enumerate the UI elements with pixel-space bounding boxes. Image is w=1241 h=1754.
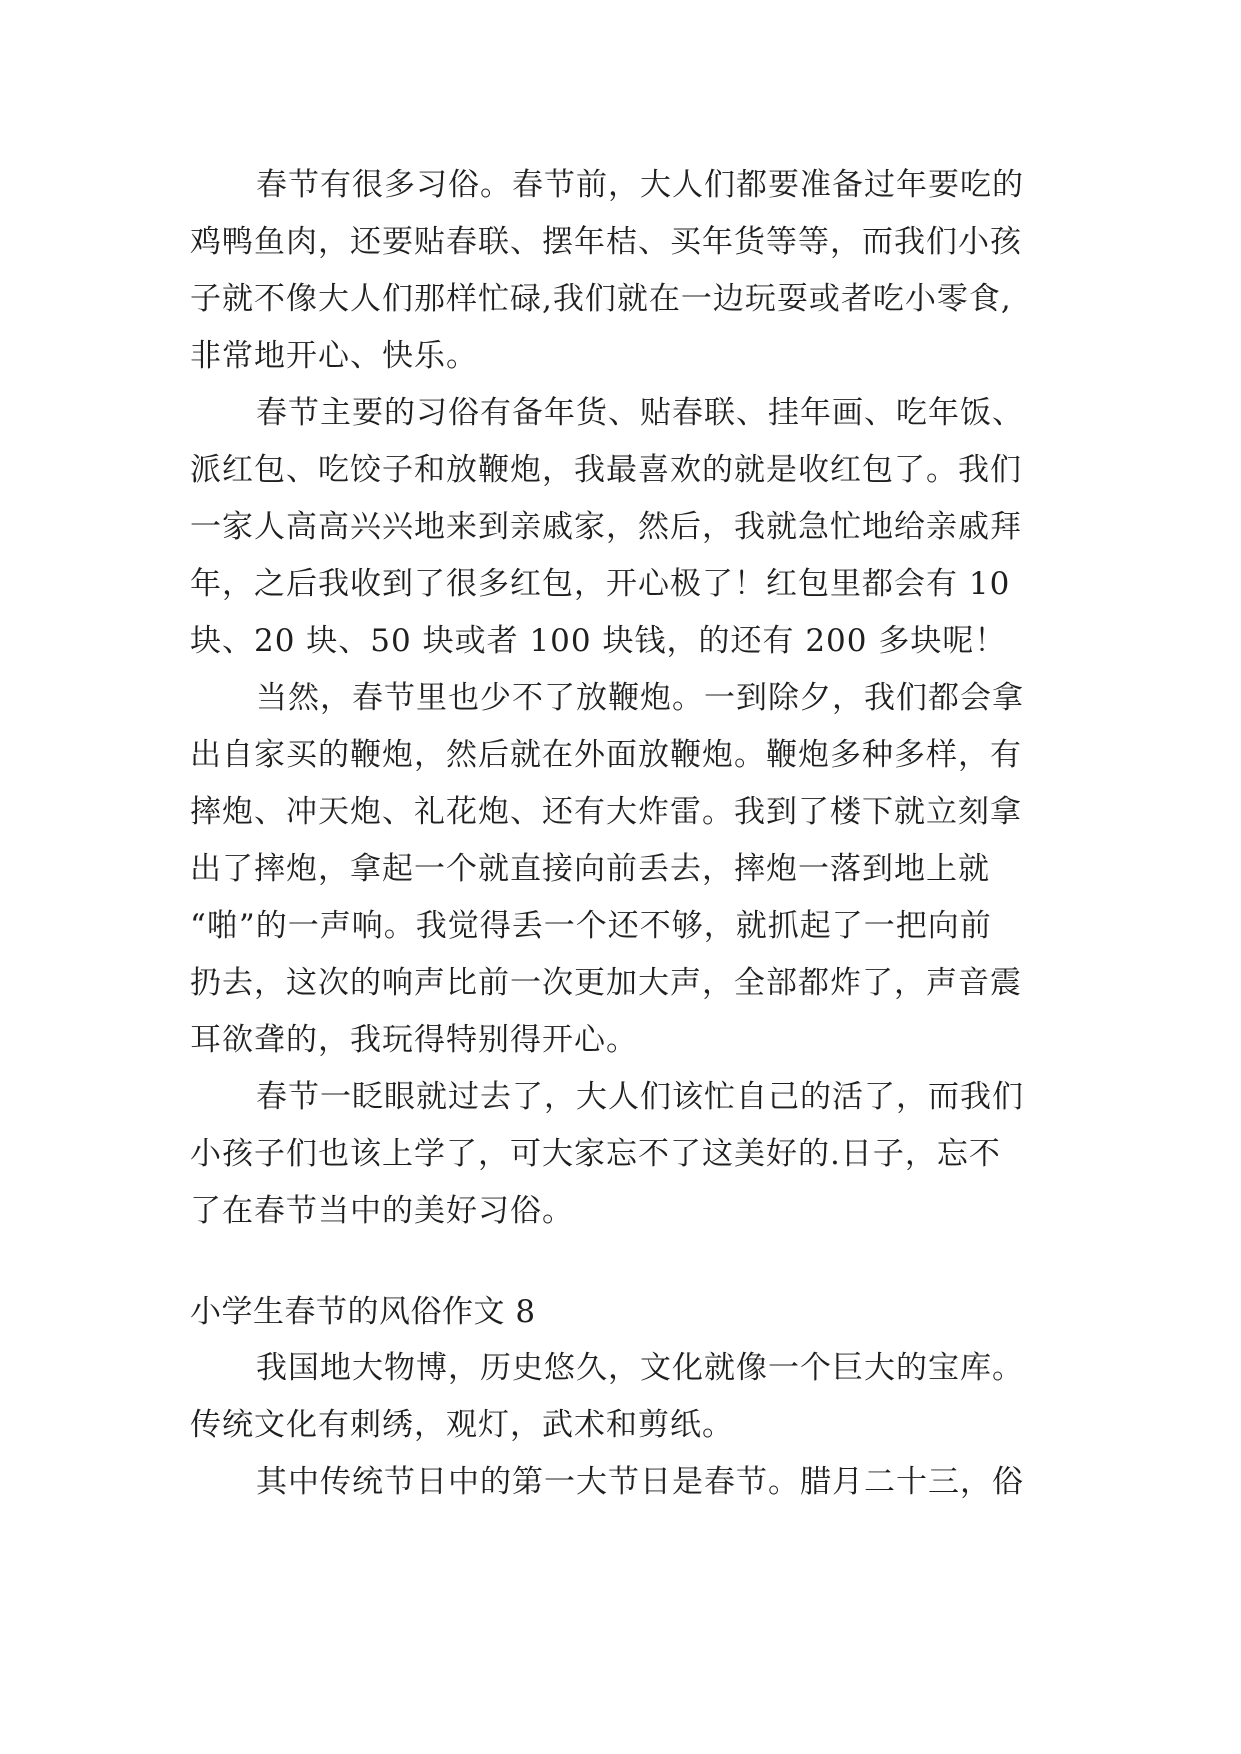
paragraph-1-line-4: 非常地开心、快乐。	[190, 338, 478, 374]
paragraph-3-line-2: 出自家买的鞭炮，然后就在外面放鞭炮。鞭炮多种多样，有	[190, 737, 1022, 773]
paragraph-3-line-6: 扔去，这次的响声比前一次更加大声，全部都炸了，声音震	[190, 965, 1022, 1001]
paragraph-3-line-5: “啪”的一声响。我觉得丢一个还不够，就抓起了一把向前	[190, 908, 992, 944]
section-heading: 小学生春节的风俗作文 8	[190, 1294, 536, 1330]
paragraph-5-line-2: 传统文化有刺绣，观灯，武术和剪纸。	[190, 1407, 734, 1443]
paragraph-4-line-3: 了在春节当中的美好习俗。	[190, 1193, 574, 1229]
paragraph-2-line-2: 派红包、吃饺子和放鞭炮，我最喜欢的就是收红包了。我们	[190, 452, 1022, 488]
paragraph-1-line-3: 子就不像大人们那样忙碌,我们就在一边玩耍或者吃小零食,	[190, 281, 1012, 317]
paragraph-3-line-7: 耳欲聋的，我玩得特别得开心。	[190, 1022, 638, 1058]
paragraph-3-line-3: 摔炮、冲天炮、礼花炮、还有大炸雷。我到了楼下就立刻拿	[190, 794, 1022, 830]
paragraph-2-line-4: 年，之后我收到了很多红包，开心极了！红包里都会有 10	[190, 566, 1011, 602]
paragraph-2-line-1: 春节主要的习俗有备年货、贴春联、挂年画、吃年饭、	[256, 395, 1024, 431]
paragraph-6-line-1: 其中传统节日中的第一大节日是春节。腊月二十三，俗	[256, 1464, 1024, 1500]
paragraph-1-line-1: 春节有很多习俗。春节前，大人们都要准备过年要吃的	[256, 167, 1024, 203]
paragraph-2-line-5: 块、20 块、50 块或者 100 块钱，的还有 200 多块呢！	[190, 623, 1007, 659]
paragraph-1-line-2: 鸡鸭鱼肉，还要贴春联、摆年桔、买年货等等，而我们小孩	[190, 224, 1022, 260]
paragraph-3-line-1: 当然，春节里也少不了放鞭炮。一到除夕，我们都会拿	[256, 680, 1024, 716]
paragraph-4-line-1: 春节一眨眼就过去了，大人们该忙自己的活了，而我们	[256, 1079, 1024, 1115]
paragraph-3-line-4: 出了摔炮，拿起一个就直接向前丢去，摔炮一落到地上就	[190, 851, 990, 887]
paragraph-2-line-3: 一家人高高兴兴地来到亲戚家，然后，我就急忙地给亲戚拜	[190, 509, 1022, 545]
paragraph-5-line-1: 我国地大物博，历史悠久，文化就像一个巨大的宝库。	[256, 1350, 1024, 1386]
paragraph-4-line-2: 小孩子们也该上学了，可大家忘不了这美好的.日子，忘不	[190, 1136, 1001, 1172]
